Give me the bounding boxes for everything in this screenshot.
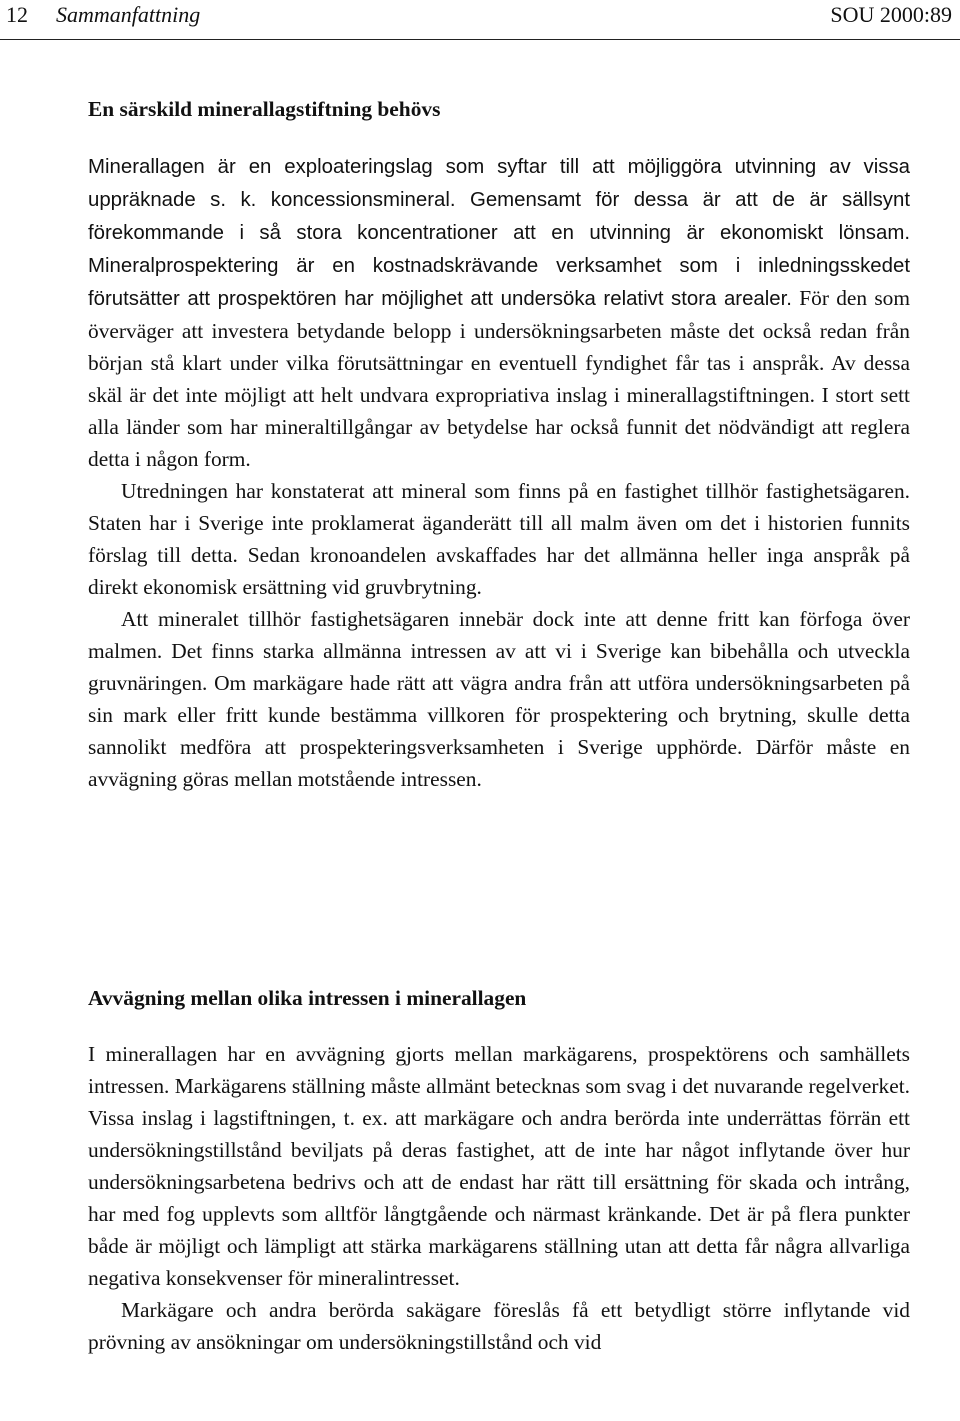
page-number: 12	[6, 2, 28, 27]
section-heading-1: En särskild minerallagstiftning behövs	[88, 97, 441, 121]
paragraph-part-serif: För den som överväger att investera betydande belopp i undersökningsarbeten måste det också redan från början stå klart under vilka förutsättningar en eventuell fyndighet får tas i anspråk. Av dessa skäl är det inte möjligt att helt undvara expropriativa inslag i minerallagstiftningen. I stort sett alla länder som har mineraltillgångar av betydelse har också funnit det nödvändigt att reglera detta i någon form.	[88, 286, 910, 471]
paragraph: Att mineralet tillhör fastighetsägaren innebär dock inte att denne fritt kan förfoga över malmen. Det finns starka allmänna intressen av att vi i Sverige kan bibehålla och utveckla gruvnäringen. Om markägare hade rätt att vägra andra från att utföra undersökningsarbeten på sin mark eller fritt kunde bestämma villkoren för prospektering och brytning, skulle detta sannolikt medföra att prospekteringsverksamheten i Sverige upphörde. Därför måste en avvägning göras mellan motstående intressen.	[88, 607, 910, 791]
paragraph	[88, 150, 910, 475]
document-reference: SOU 2000:89	[830, 2, 952, 27]
page-header	[0, 0, 960, 30]
section-heading-2: Avvägning mellan olika intressen i minerallagen	[88, 986, 527, 1010]
header-divider	[0, 39, 960, 40]
paragraph: I minerallagen har en avvägning gjorts mellan markägarens, prospektörens och samhällets intressen. Markägarens ställning måste allmänt betecknas som svag i det nuvarande regelverket. Vissa inslag i lagstiftningen, t. ex. att markägare och andra berörda inte underrättas förrän ett undersökningstillstånd beviljats på deras fastighet, att de inte har något inflytande över hur undersökningsarbetena bedrivs och att de endast har rätt till ersättning för skada och intrång, har med fog upplevts som alltför långtgående och närmast kränkande. Det är på flera punkter både är möjligt och lämpligt att stärka markägarens ställning utan att detta får några allvarliga negativa konsekvenser för mineralintresset.	[88, 1042, 910, 1290]
running-title: Sammanfattning	[56, 2, 201, 27]
paragraph: Utredningen har konstaterat att mineral som finns på en fastighet tillhör fastighetsägaren. Staten har i Sverige inte proklamerat äganderätt till all malm även om det i historien funnits förslag till detta. Sedan kronoandelen avskaffades har det allmänna heller inga anspråk på direkt ekonomisk ersättning vid gruvbrytning.	[88, 479, 910, 599]
paragraph-part-sans: Minerallagen är en exploateringslag som syftar till att möjliggöra utvinning av vissa uppräknade s. k. koncessionsmineral. Gemensamt för dessa är att de är sällsynt förekommande i så stora koncentrationer att en utvinning är ekonomiskt lönsam. Mineralprospektering är en kostnadskrävande verksamhet som i inledningsskedet förutsätter att prospektören har möjlighet att undersöka relativt stora arealer.	[88, 156, 910, 310]
paragraph: Markägare och andra berörda sakägare föreslås få ett betydligt större inflytande vid prövning av ansökningar om undersökningstillstånd och vid	[88, 1298, 910, 1354]
section-2-body	[88, 1038, 910, 1358]
section-1-body	[88, 150, 910, 795]
